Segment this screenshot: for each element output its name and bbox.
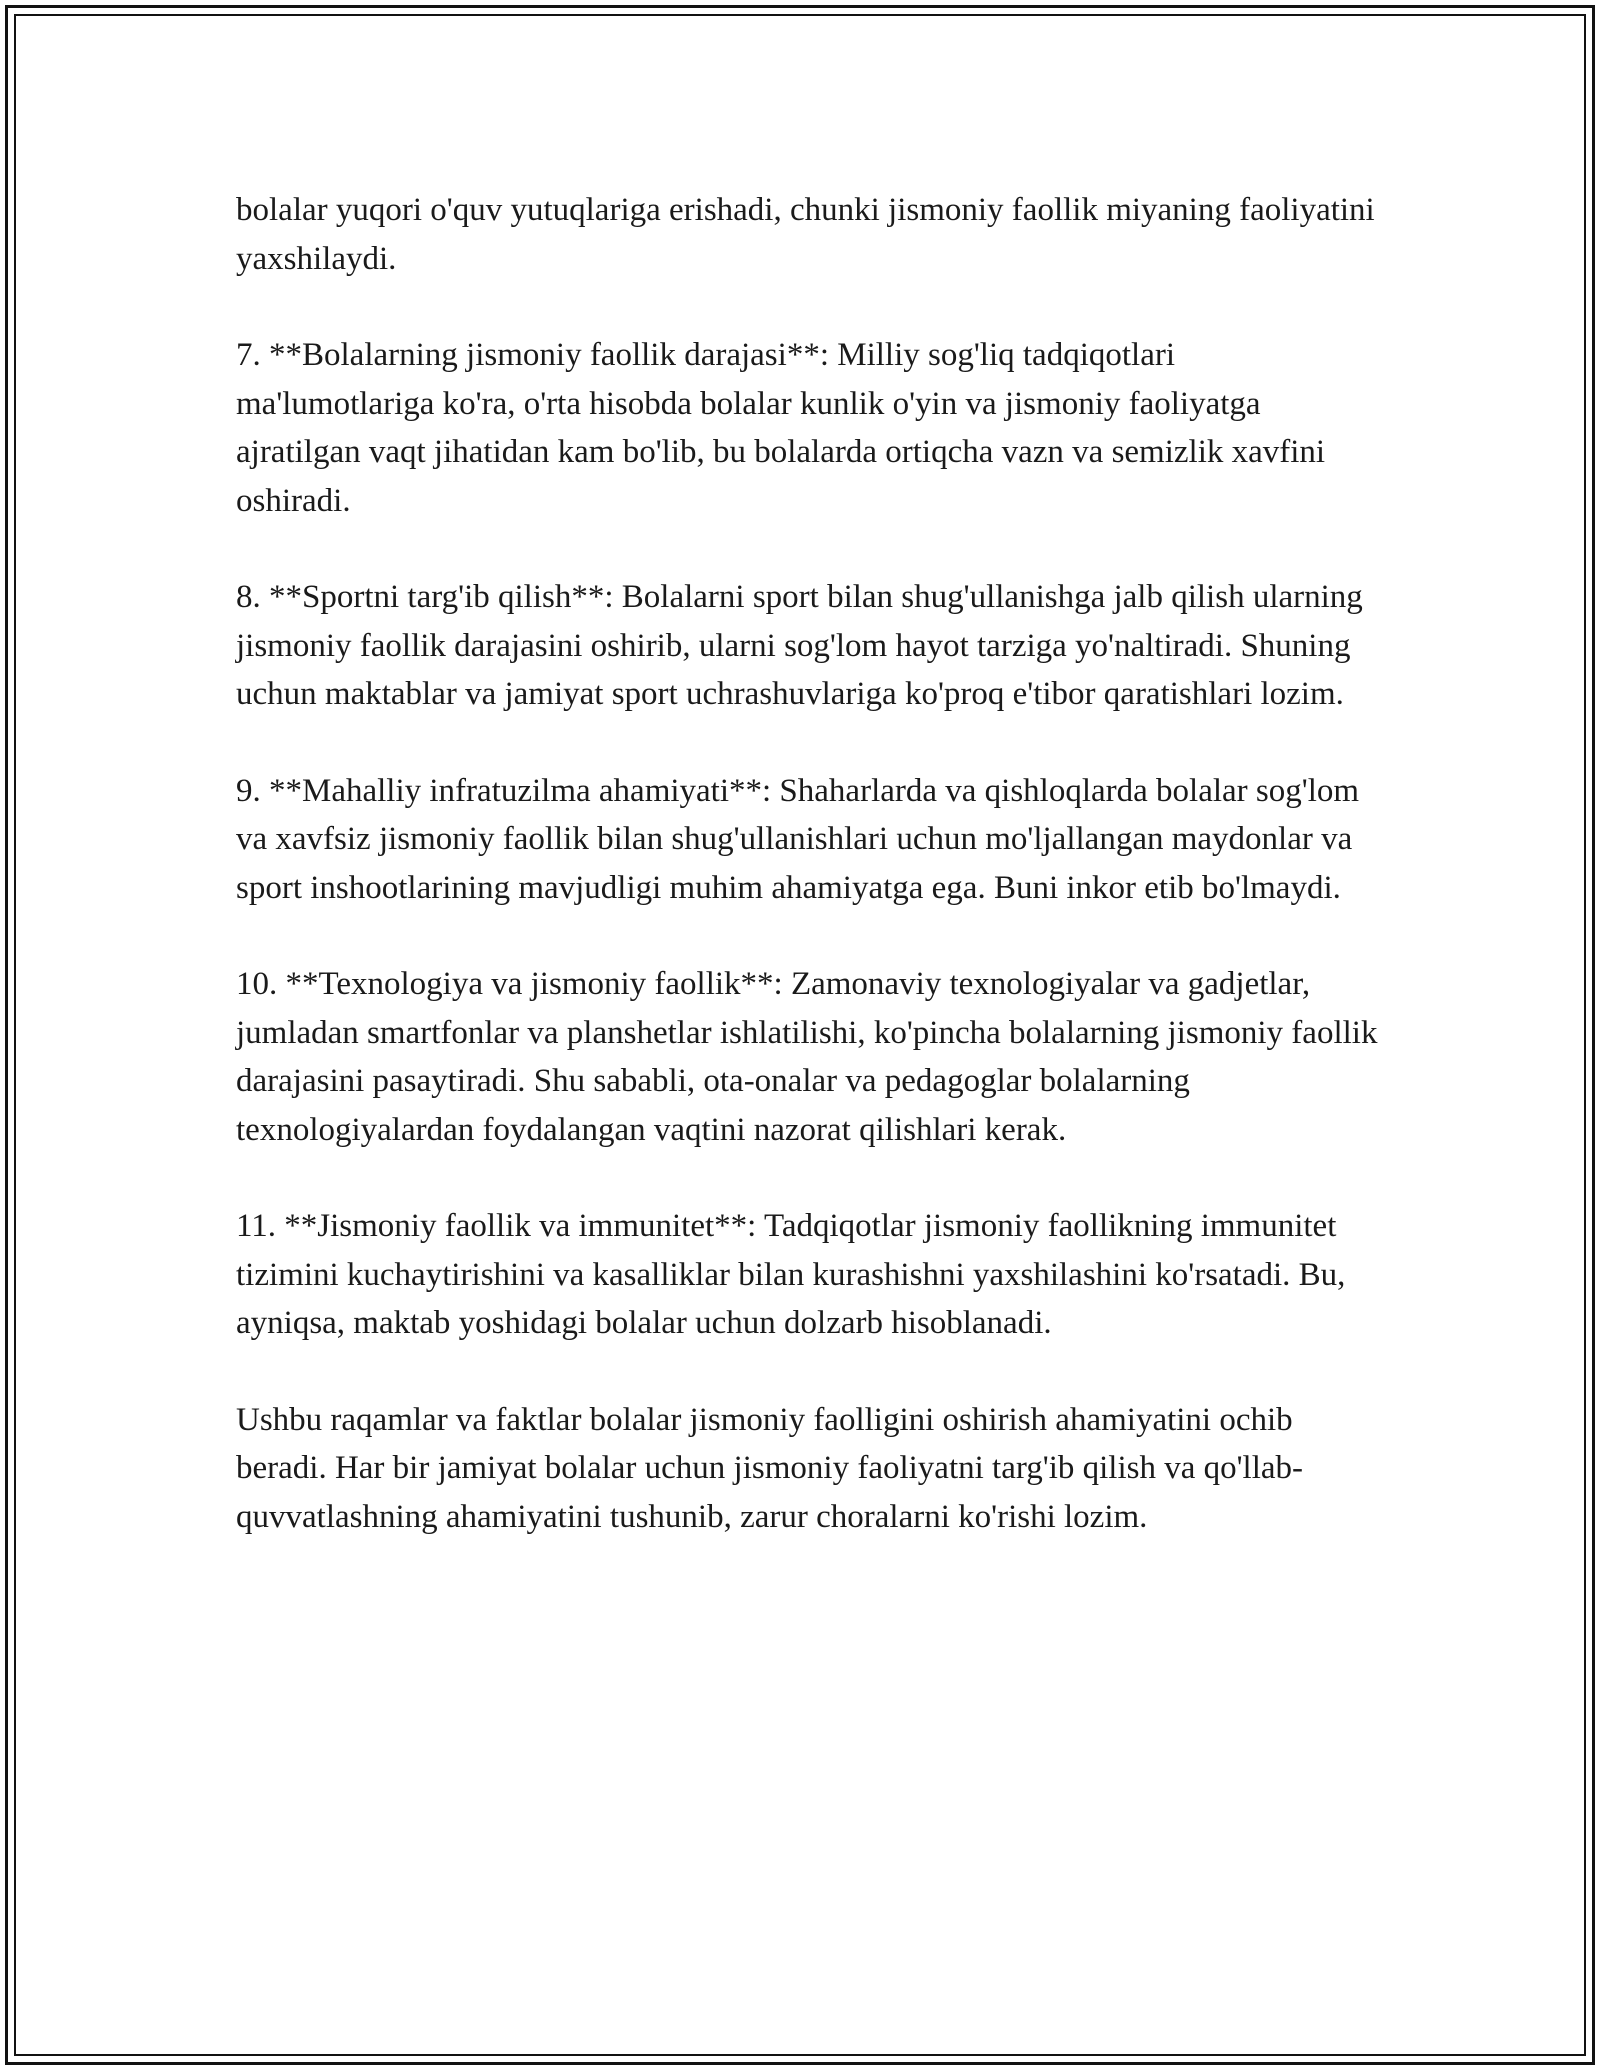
paragraph-item-9: 9. **Mahalliy infratuzilma ahamiyati**: Shaharlarda va qishloqlarda bolalar sog'lom va xavfsiz jismoniy faollik bilan shug'ullanishlari uchun mo'ljallangan maydonlar va sport inshootlarining mavjudligi muhim ahamiyatga ega. Buni inkor etib bo'lmaydi.: [236, 772, 1360, 906]
paragraph-item-11: 11. **Jismoniy faollik va immunitet**: Tadqiqotlar jismoniy faollikning immunitet tizimini kuchaytirishini va kasalliklar bilan kurashishni yaxshilashini ko'rsatadi. Bu, ayniqsa, maktab yoshidagi bolalar uchun dolzarb hisoblanadi.: [236, 1208, 1346, 1341]
paragraph-continuation: bolalar yuqori o'quv yutuqlariga erishadi, chunki jismoniy faollik miyaning faoliyatini yaxshilaydi.: [236, 192, 1375, 277]
paragraph-conclusion: Ushbu raqamlar va faktlar bolalar jismoniy faolligini oshirish ahamiyatini ochib beradi. Har bir jamiyat bolalar uchun jismoniy faoliyatni targ'ib qilish va qo'llab-quvvatlashning ahamiyatini tushunib, zarur choralarni ko'rishi lozim.: [236, 1401, 1304, 1535]
paragraph-item-10: 10. **Texnologiya va jismoniy faollik**: Zamonaviy texnologiyalar va gadjetlar, jumladan smartfonlar va planshetlar ishlatilishi, ko'pincha bolalarning jismoniy faollik darajasini pasaytiradi. Shu sababli, ota-onalar va pedagoglar bolalarning texnologiyalardan foydalangan vaqtini nazorat qilishlari kerak.: [236, 966, 1378, 1148]
paragraph-item-7: 7. **Bolalarning jismoniy faollik darajasi**: Milliy sog'liq tadqiqotlari ma'lumotlariga ko'ra, o'rta hisobda bolalar kunlik o'yin va jismoniy faoliyatga ajratilgan vaqt jihatidan kam bo'lib, bu bolalarda ortiqcha vazn va semizlik xavfini oshiradi.: [236, 337, 1326, 519]
document-body: [236, 186, 1381, 1589]
paragraph-item-8: 8. **Sportni targ'ib qilish**: Bolalarni sport bilan shug'ullanishga jalb qilish ularning jismoniy faollik darajasini oshirib, ularni sog'lom hayot tarziga yo'naltiradi. Shuning uchun maktablar va jamiyat sport uchrashuvlariga ko'proq e'tibor qaratishlari lozim.: [236, 579, 1363, 712]
